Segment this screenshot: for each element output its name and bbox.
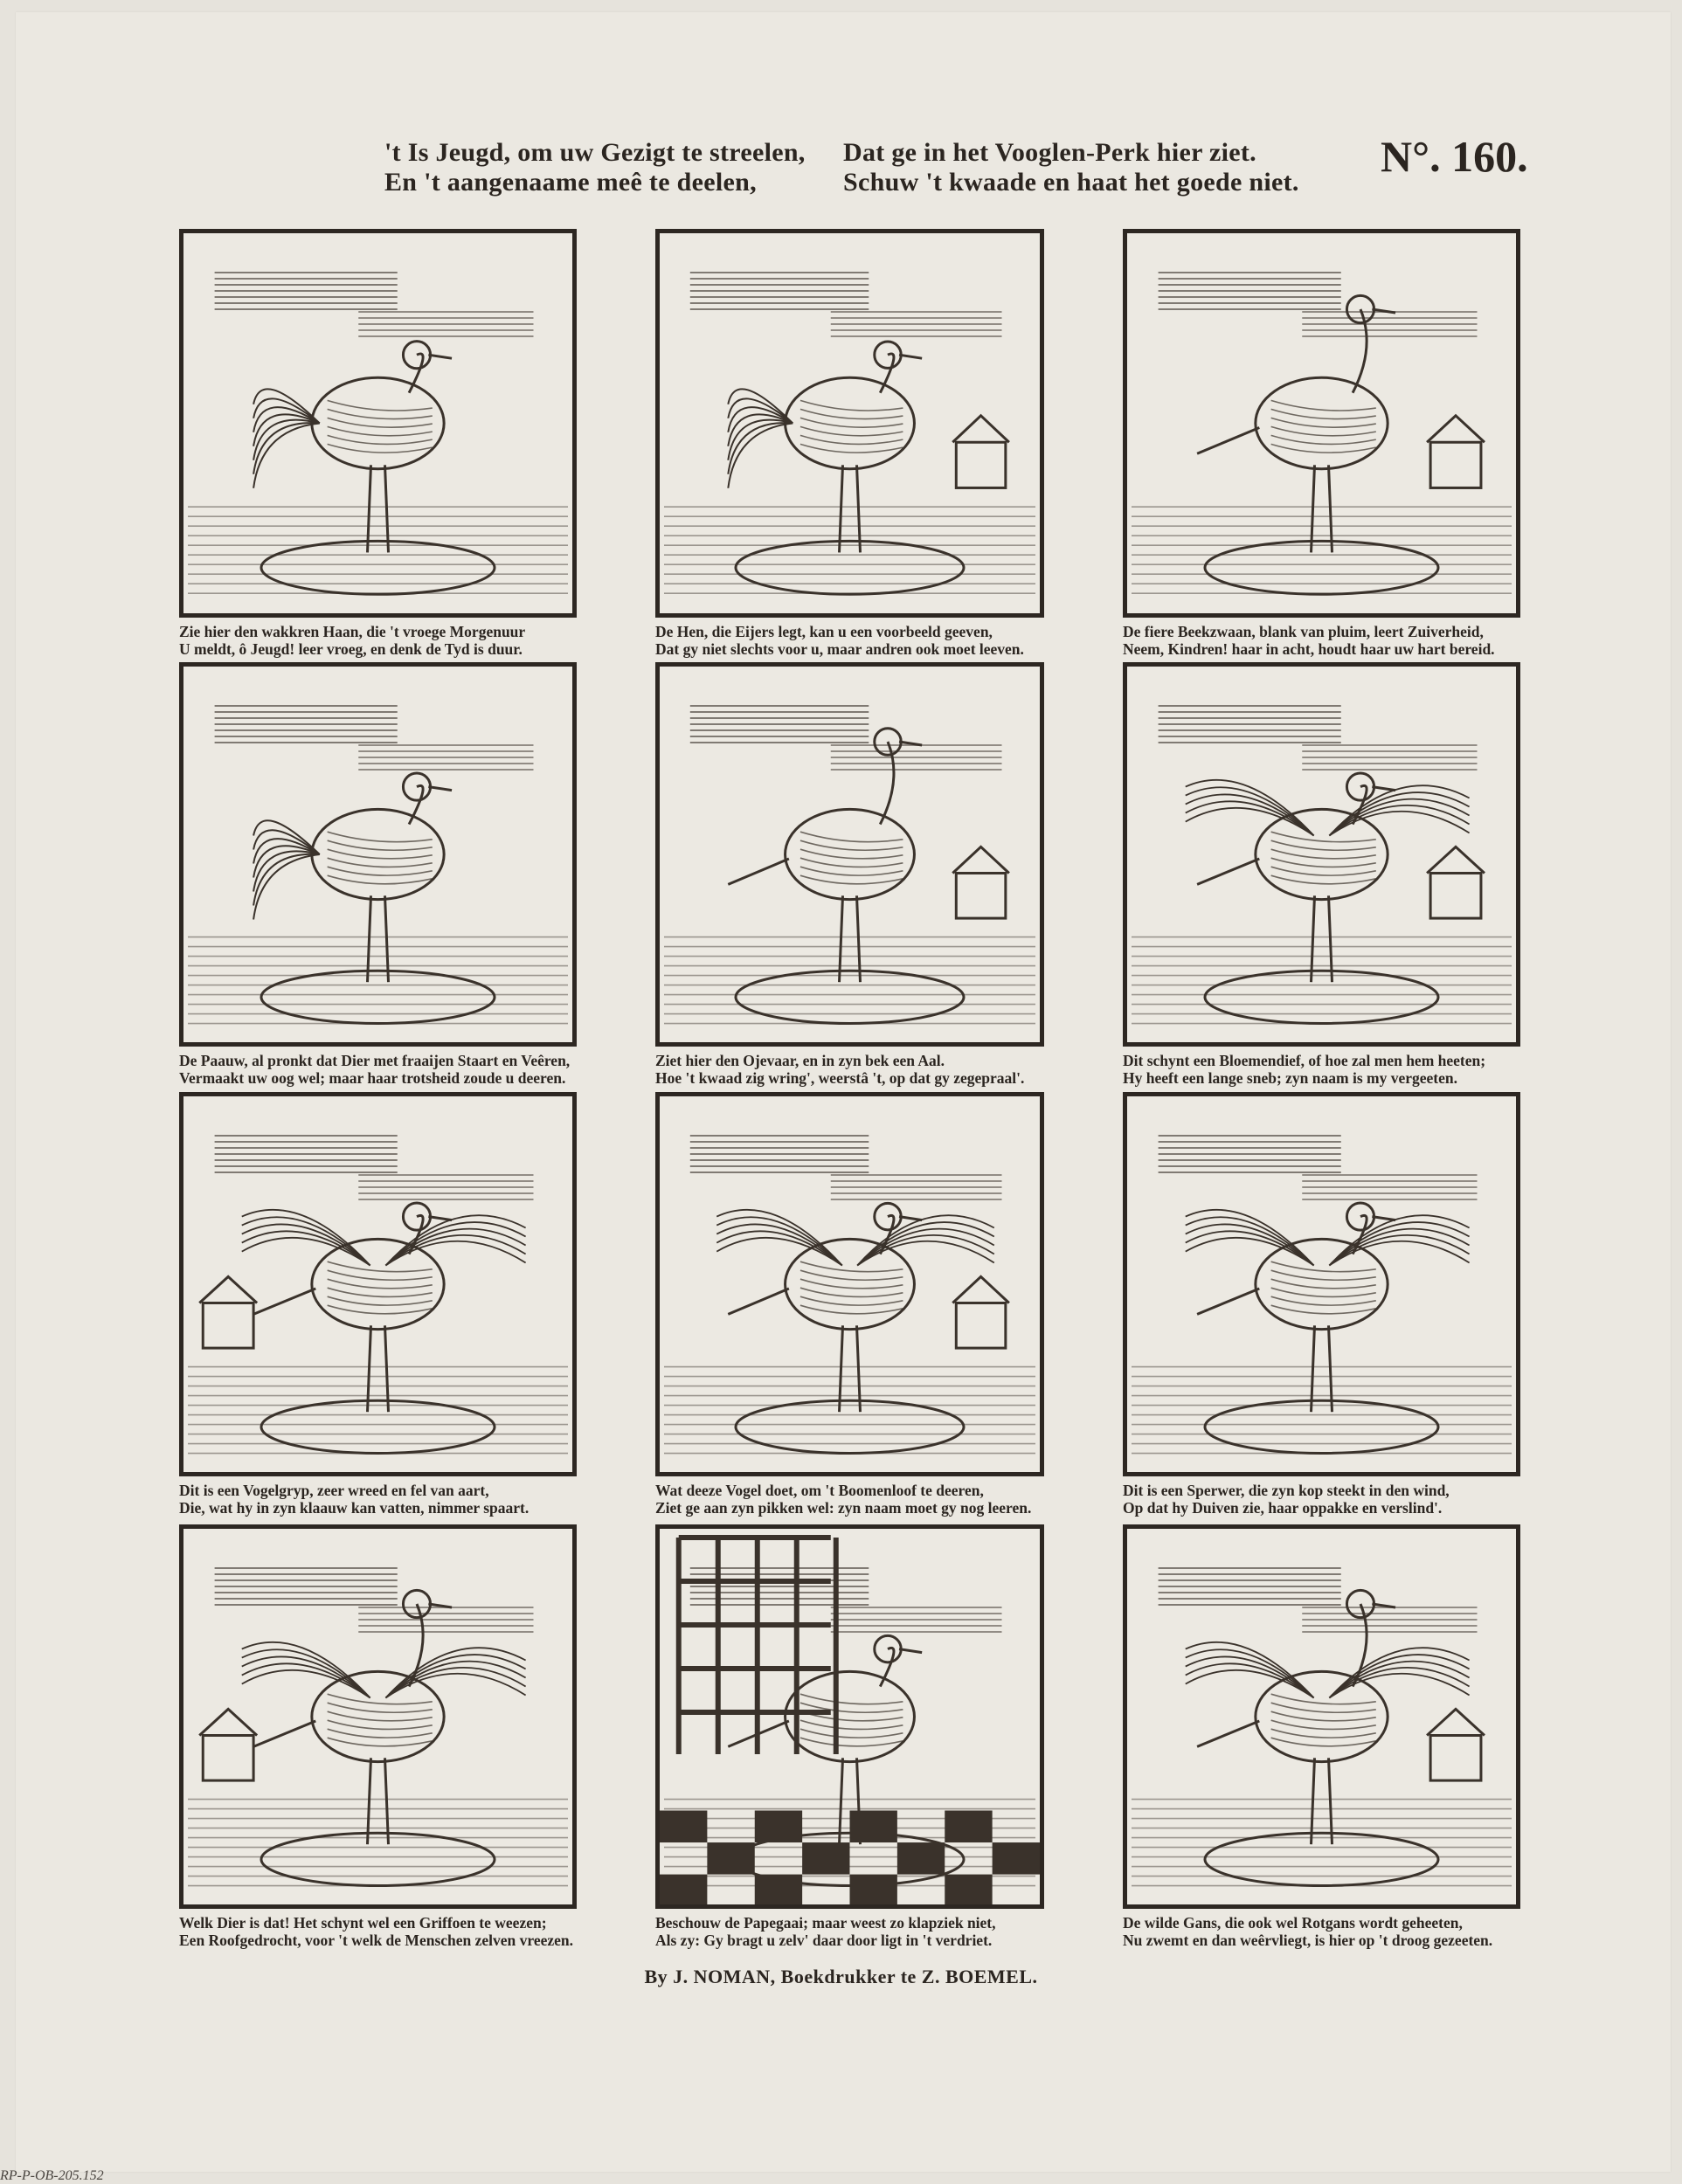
- griffin-woodcut-image: [179, 1524, 577, 1909]
- caption-line2: Dat gy niet slechts voor u, maar andren ook moet leeven.: [655, 640, 1024, 658]
- caption-line1: Dit schynt een Bloemendief, of hoe zal men hem heeten;: [1123, 1052, 1486, 1069]
- panel-caption: [179, 623, 525, 658]
- caption-line1: Welk Dier is dat! Het schynt wel een Griffoen te weezen;: [179, 1914, 547, 1932]
- panel-caption: [655, 1052, 1024, 1087]
- heading-left: [384, 138, 806, 197]
- sheet-number: N°. 160.: [1381, 132, 1528, 181]
- panel-hen: [655, 229, 1062, 657]
- inventory-number: RP-P-OB-205.152: [0, 2168, 104, 2183]
- caption-line2: Hy heeft een lange sneb; zyn naam is my vergeeten.: [1123, 1069, 1457, 1087]
- caption-line1: Wat deeze Vogel doet, om 't Boomenloof te deeren,: [655, 1482, 984, 1499]
- heading-right-line1: Dat ge in het Vooglen-Perk hier ziet.: [843, 138, 1256, 167]
- caption-line1: De wilde Gans, die ook wel Rotgans wordt geheeten,: [1123, 1914, 1463, 1932]
- bullfinch-woodcut-image: [1123, 662, 1520, 1047]
- caption-line2: Vermaakt uw oog wel; maar haar trotsheid zoude u deeren.: [179, 1069, 566, 1087]
- panel-vulture: [179, 1092, 585, 1520]
- caption-line2: Hoe 't kwaad zig wring', weerstâ 't, op dat gy zegepraal'.: [655, 1069, 1025, 1087]
- panel-stork: [655, 662, 1062, 1090]
- caption-line2: Als zy: Gy bragt u zelv' daar door ligt in 't verdriet.: [655, 1932, 993, 1949]
- caption-line1: De fiere Beekzwaan, blank van pluim, leert Zuiverheid,: [1123, 623, 1484, 640]
- caption-line2: Nu zwemt en dan weêrvliegt, is hier op 't droog gezeeten.: [1123, 1932, 1493, 1949]
- panel-caption: [1123, 1482, 1450, 1517]
- printer-imprint: By J. NOMAN, Boekdrukker te Z. BOEMEL.: [644, 1966, 1038, 1987]
- panel-parrot: [655, 1524, 1062, 1952]
- heading-right: [843, 138, 1299, 197]
- panel-peacock: [179, 662, 585, 1090]
- caption-line2: Op dat hy Duiven zie, haar oppakke en verslind'.: [1123, 1499, 1443, 1517]
- panel-swan: [1123, 229, 1529, 657]
- heading-left-line1: 't Is Jeugd, om uw Gezigt te streelen,: [384, 138, 806, 167]
- caption-line1: Dit is een Sperwer, die zyn kop steekt in den wind,: [1123, 1482, 1450, 1499]
- panel-caption: [1123, 1052, 1485, 1087]
- caption-line2: Neem, Kindren! haar in acht, houdt haar uw hart bereid.: [1123, 640, 1495, 658]
- caption-line2: U meldt, ô Jeugd! leer vroeg, en denk de Tyd is duur.: [179, 640, 523, 658]
- panel-caption: [1123, 1914, 1492, 1949]
- panel-goose: [1123, 1524, 1529, 1952]
- panel-caption: [1123, 623, 1495, 658]
- hen-woodcut-image: [655, 229, 1044, 618]
- parrot-woodcut-image: [655, 1524, 1044, 1909]
- panel-caption: [179, 1052, 570, 1087]
- panel-caption: [179, 1914, 573, 1949]
- caption-line1: De Paauw, al pronkt dat Dier met fraaijen Staart en Veêren,: [179, 1052, 571, 1069]
- panel-bird-on-branch: [655, 1092, 1062, 1520]
- caption-line2: Een Roofgedrocht, voor 't welk de Menschen zelven vreezen.: [179, 1932, 574, 1949]
- heading-left-line2: En 't aangenaame meê te deelen,: [384, 168, 757, 197]
- rooster-woodcut-image: [179, 229, 577, 618]
- panel-caption: [655, 1482, 1031, 1517]
- panel-griffin: [179, 1524, 585, 1952]
- sparrowhawk-woodcut-image: [1123, 1092, 1520, 1476]
- panel-rooster: [179, 229, 585, 657]
- panel-bullfinch: [1123, 662, 1529, 1090]
- peacock-woodcut-image: [179, 662, 577, 1047]
- swan-woodcut-image: [1123, 229, 1520, 618]
- caption-line1: De Hen, die Eijers legt, kan u een voorbeeld geeven,: [655, 623, 993, 640]
- vulture-woodcut-image: [179, 1092, 577, 1476]
- panel-caption: [655, 623, 1024, 658]
- goose-woodcut-image: [1123, 1524, 1520, 1909]
- panel-caption: [179, 1482, 529, 1517]
- panel-caption: [655, 1914, 996, 1949]
- caption-line1: Beschouw de Papegaai; maar weest zo klapziek niet,: [655, 1914, 996, 1932]
- caption-line2: Ziet ge aan zyn pikken wel: zyn naam moet gy nog leeren.: [655, 1499, 1032, 1517]
- caption-line1: Dit is een Vogelgryp, zeer wreed en fel van aart,: [179, 1482, 489, 1499]
- caption-line1: Zie hier den wakkren Haan, die 't vroege Morgenuur: [179, 623, 526, 640]
- heading-right-line2: Schuw 't kwaade en haat het goede niet.: [843, 168, 1299, 197]
- panel-sparrowhawk: [1123, 1092, 1529, 1520]
- bird-on-branch-woodcut-image: [655, 1092, 1044, 1476]
- stork-woodcut-image: [655, 662, 1044, 1047]
- caption-line2: Die, wat hy in zyn klaauw kan vatten, nimmer spaart.: [179, 1499, 530, 1517]
- caption-line1: Ziet hier den Ojevaar, en in zyn bek een Aal.: [655, 1052, 945, 1069]
